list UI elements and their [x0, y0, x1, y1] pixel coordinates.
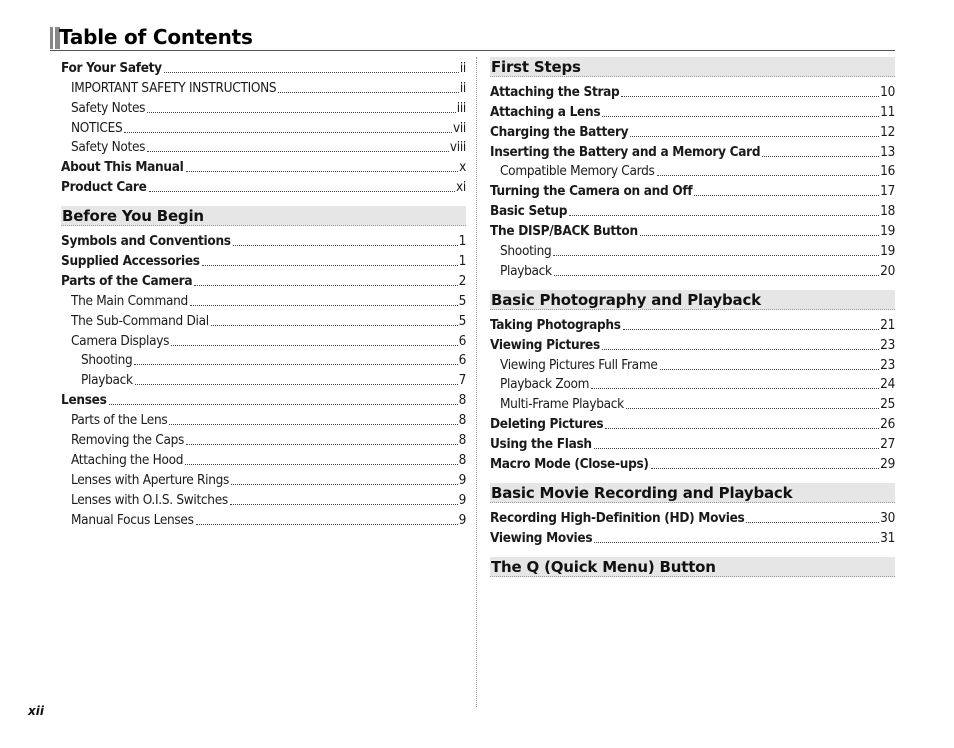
toc-entry-label: For Your Safety	[61, 59, 162, 76]
section-title: Basic Photography and Playback	[491, 290, 761, 309]
toc-entry[interactable]	[61, 77, 466, 97]
section-title: Before You Begin	[62, 207, 204, 226]
toc-entry-label: Product Care	[61, 179, 147, 196]
toc-entry[interactable]	[490, 240, 895, 260]
toc-entry-page: 11	[880, 103, 895, 120]
dot-leader	[278, 92, 459, 93]
dot-leader	[591, 388, 879, 389]
toc-entry[interactable]	[490, 507, 895, 527]
toc-entry-page: 9	[458, 491, 466, 508]
toc-entry-label: Basic Setup	[490, 203, 568, 220]
section-header	[490, 557, 895, 577]
toc-entry[interactable]	[61, 409, 466, 429]
toc-entry[interactable]	[490, 314, 895, 334]
toc-entry-page: 25	[880, 396, 895, 413]
toc-entry-page: 23	[880, 336, 895, 353]
toc-entry-label: The DISP/BACK Button	[490, 223, 638, 240]
dot-leader	[621, 96, 879, 97]
toc-entry[interactable]	[61, 449, 466, 469]
toc-entry[interactable]	[61, 310, 466, 330]
toc-entry-label: Safety Notes	[71, 99, 146, 116]
toc-left-column	[61, 57, 466, 529]
dot-leader	[762, 156, 879, 157]
dot-leader	[602, 349, 879, 350]
toc-entry-page: 7	[458, 372, 466, 389]
toc-entry-label: Playback Zoom	[500, 376, 590, 393]
toc-entry-label: Shooting	[500, 243, 552, 260]
section-header	[490, 290, 895, 310]
toc-entry-page: 8	[458, 432, 466, 449]
toc-entry-label: Charging the Battery	[490, 123, 629, 140]
toc-entry-page: 24	[880, 376, 895, 393]
dot-leader	[594, 542, 879, 543]
toc-entry[interactable]	[490, 121, 895, 141]
toc-entry[interactable]	[490, 101, 895, 121]
toc-entry-page: ii	[459, 59, 466, 76]
toc-entry-page: 8	[458, 451, 466, 468]
toc-entry-label: Deleting Pictures	[490, 416, 604, 433]
toc-entry-label: Shooting	[81, 352, 133, 369]
toc-entry[interactable]	[61, 429, 466, 449]
toc-entry-label: Viewing Pictures	[490, 336, 600, 353]
dot-leader	[746, 522, 879, 523]
toc-entry-label: Playback	[81, 372, 133, 389]
dot-leader	[109, 404, 458, 405]
dot-leader	[657, 175, 880, 176]
toc-entry-page: 20	[880, 262, 895, 279]
toc-entry-label: Lenses with O.I.S. Switches	[71, 491, 228, 508]
toc-entry[interactable]	[61, 176, 466, 196]
toc-entry-page: 6	[458, 332, 466, 349]
toc-entry[interactable]	[61, 509, 466, 529]
dot-leader	[190, 305, 458, 306]
toc-entry-page: 9	[458, 471, 466, 488]
toc-entry-label: Inserting the Battery and a Memory Card	[490, 143, 761, 160]
toc-entry-page: 16	[880, 163, 895, 180]
toc-entry-page: 23	[880, 356, 895, 373]
toc-entry[interactable]	[61, 389, 466, 409]
toc-entry[interactable]	[490, 393, 895, 413]
toc-entry-page: 18	[880, 203, 895, 220]
toc-entry-page: 1	[458, 253, 466, 270]
toc-entry-label: The Sub-Command Dial	[71, 312, 209, 329]
toc-entry[interactable]	[61, 137, 466, 157]
title-marker	[50, 27, 55, 49]
toc-entry[interactable]	[490, 453, 895, 473]
toc-entry[interactable]	[490, 527, 895, 547]
dot-leader	[194, 285, 457, 286]
toc-entry-label: Attaching a Lens	[490, 103, 601, 120]
toc-entry-page: 19	[880, 223, 895, 240]
toc-entry-page: 8	[458, 392, 466, 409]
toc-entry-page: 27	[880, 436, 895, 453]
toc-entry-page: 10	[880, 83, 895, 100]
dot-leader	[640, 235, 879, 236]
dot-leader	[147, 112, 456, 113]
toc-entry-page: 1	[458, 233, 466, 250]
toc-entry[interactable]	[61, 270, 466, 290]
dot-leader	[124, 132, 452, 133]
toc-entry[interactable]	[61, 330, 466, 350]
toc-entry[interactable]	[61, 156, 466, 176]
toc-entry[interactable]	[61, 250, 466, 270]
title-bar	[50, 27, 895, 51]
toc-entry-label: Symbols and Conventions	[61, 233, 231, 250]
dot-leader	[626, 408, 879, 409]
toc-entry-label: Attaching the Strap	[490, 83, 620, 100]
toc-entry-page: 19	[880, 243, 895, 260]
section-title: First Steps	[491, 58, 581, 76]
toc-entry-page: 5	[458, 292, 466, 309]
toc-entry-label: Compatible Memory Cards	[500, 163, 655, 180]
toc-entry-label: Using the Flash	[490, 436, 592, 453]
column-divider	[476, 57, 477, 707]
page-title: Table of Contents	[59, 25, 253, 49]
dot-leader	[230, 504, 458, 505]
toc-entry-label: Attaching the Hood	[71, 451, 184, 468]
toc-entry[interactable]	[490, 374, 895, 394]
section-title: The Q (Quick Menu) Button	[491, 557, 716, 576]
toc-entry-label: Removing the Caps	[71, 432, 185, 449]
section-title: Basic Movie Recording and Playback	[491, 484, 793, 503]
toc-entry-page: 31	[880, 529, 895, 546]
toc-entry[interactable]	[61, 350, 466, 370]
dot-leader	[594, 448, 879, 449]
dot-leader	[186, 444, 458, 445]
toc-entry-label: Recording High-Definition (HD) Movies	[490, 509, 745, 526]
dot-leader	[196, 524, 458, 525]
toc-entry[interactable]	[61, 290, 466, 310]
dot-leader	[147, 151, 449, 152]
dot-leader	[660, 369, 880, 370]
dot-leader	[231, 484, 458, 485]
section-header	[61, 206, 466, 226]
toc-entry-page: vii	[452, 119, 466, 136]
toc-entry[interactable]	[490, 180, 895, 200]
toc-entry-label: Parts of the Lens	[71, 412, 168, 429]
toc-entry[interactable]	[61, 369, 466, 389]
dot-leader	[164, 72, 459, 73]
toc-entry[interactable]	[490, 81, 895, 101]
toc-entry-label: Viewing Movies	[490, 529, 593, 546]
toc-entry[interactable]	[61, 97, 466, 117]
toc-entry-label: The Main Command	[71, 292, 188, 309]
dot-leader	[694, 195, 879, 196]
toc-entry[interactable]	[61, 230, 466, 250]
dot-leader	[569, 215, 879, 216]
toc-entry-label: IMPORTANT SAFETY INSTRUCTIONS	[71, 79, 277, 96]
toc-entry[interactable]	[490, 334, 895, 354]
toc-entry[interactable]	[61, 489, 466, 509]
toc-entry-label: Macro Mode (Close-ups)	[490, 456, 649, 473]
toc-entry[interactable]	[490, 220, 895, 240]
toc-entry-page: 13	[880, 143, 895, 160]
toc-entry-page: 12	[880, 123, 895, 140]
toc-entry-page: 30	[880, 509, 895, 526]
section-header	[490, 483, 895, 503]
dot-leader	[185, 464, 457, 465]
toc-entry-label: Viewing Pictures Full Frame	[500, 356, 658, 373]
toc-entry-page: 6	[458, 352, 466, 369]
toc-entry-label: Taking Photographs	[490, 316, 621, 333]
toc-entry-label: Turning the Camera on and Off	[490, 183, 693, 200]
dot-leader	[651, 468, 879, 469]
toc-entry[interactable]	[61, 117, 466, 137]
toc-entry[interactable]	[490, 413, 895, 433]
toc-entry-label: Parts of the Camera	[61, 272, 193, 289]
toc-entry-label: Playback	[500, 262, 552, 279]
dot-leader	[602, 116, 879, 117]
toc-entry-label: Manual Focus Lenses	[71, 511, 194, 528]
dot-leader	[169, 424, 457, 425]
toc-entry-label: Lenses	[61, 392, 107, 409]
toc-entry-page: x	[459, 159, 466, 176]
page-number: xii	[28, 704, 44, 718]
toc-entry-page: 5	[458, 312, 466, 329]
dot-leader	[630, 136, 879, 137]
dot-leader	[211, 325, 458, 326]
toc-entry[interactable]	[490, 161, 895, 181]
dot-leader	[171, 345, 457, 346]
dot-leader	[134, 364, 457, 365]
toc-entry-page: 2	[458, 272, 466, 289]
toc-entry-label: NOTICES	[71, 119, 123, 136]
toc-entry-page: 9	[458, 511, 466, 528]
dot-leader	[149, 191, 455, 192]
dot-leader	[135, 384, 458, 385]
toc-entry-page: iii	[456, 99, 466, 116]
toc-entry[interactable]	[490, 200, 895, 220]
toc-entry-page: 29	[880, 456, 895, 473]
dot-leader	[186, 171, 459, 172]
toc-entry[interactable]	[490, 141, 895, 161]
toc-entry-page: 17	[880, 183, 895, 200]
dot-leader	[623, 329, 879, 330]
toc-entry-label: Multi-Frame Playback	[500, 396, 624, 413]
toc-entry-label: Supplied Accessories	[61, 253, 200, 270]
toc-entry[interactable]	[490, 260, 895, 280]
toc-entry-label: About This Manual	[61, 159, 184, 176]
toc-entry-page: 26	[880, 416, 895, 433]
toc-entry-label: Lenses with Aperture Rings	[71, 471, 230, 488]
toc-entry[interactable]	[490, 433, 895, 453]
toc-entry-page: ii	[459, 79, 466, 96]
toc-entry[interactable]	[61, 469, 466, 489]
section-header	[490, 57, 895, 77]
toc-entry[interactable]	[61, 57, 466, 77]
dot-leader	[202, 265, 458, 266]
toc-entry-page: 21	[880, 316, 895, 333]
dot-leader	[605, 428, 879, 429]
dot-leader	[233, 245, 458, 246]
toc-entry-page: 8	[458, 412, 466, 429]
toc-entry-page: viii	[449, 139, 466, 156]
toc-entry-label: Safety Notes	[71, 139, 146, 156]
toc-entry[interactable]	[490, 354, 895, 374]
dot-leader	[554, 275, 879, 276]
toc-entry-page: xi	[456, 179, 466, 196]
dot-leader	[553, 255, 879, 256]
toc-right-column	[490, 57, 895, 581]
toc-entry-label: Camera Displays	[71, 332, 170, 349]
